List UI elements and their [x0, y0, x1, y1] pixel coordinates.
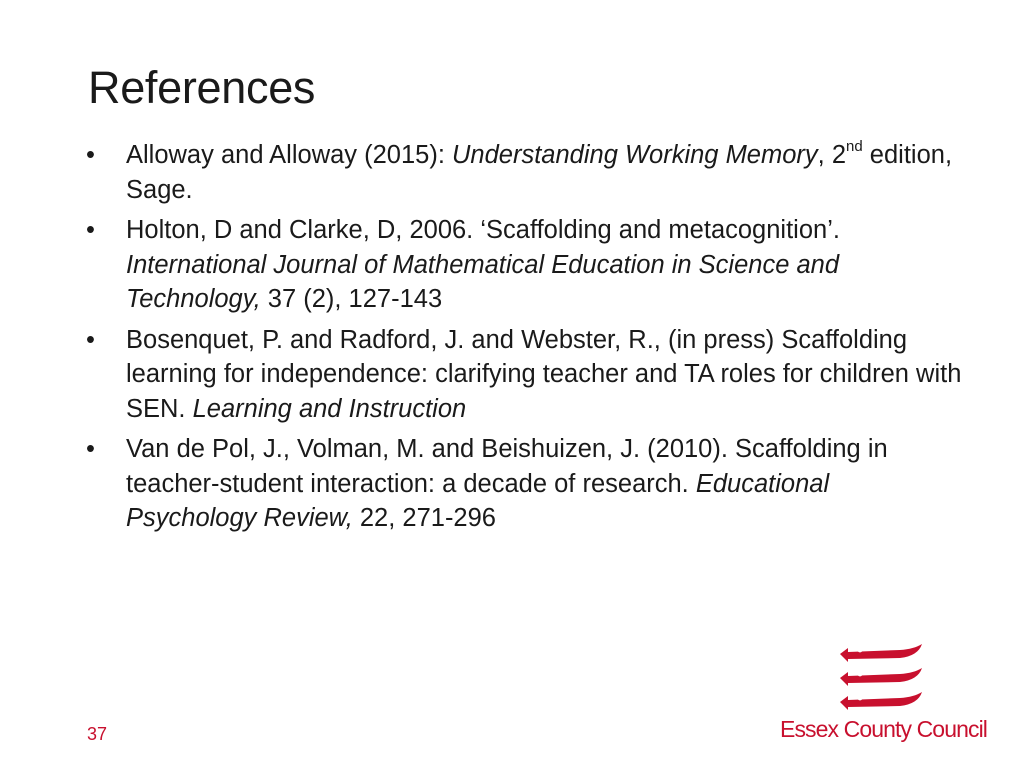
reference-text: 37 (2), 127-143 — [260, 285, 443, 313]
reference-text: 22, 271-296 — [352, 504, 496, 532]
reference-superscript: nd — [846, 137, 863, 155]
reference-item — [86, 138, 966, 207]
reference-authors: Bosenquet, P. and Radford, J. and Webster, R., (in press) Scaffolding learning for independence: clarifying teacher and TA roles for children with SEN. — [126, 325, 962, 423]
page-number: 37 — [87, 724, 108, 744]
bullet-icon: • — [86, 141, 95, 169]
logo-text: Essex County Council — [780, 716, 987, 742]
seaxes-emblem-icon — [838, 640, 924, 710]
bullet-icon: • — [86, 325, 95, 354]
essex-county-council-logo — [780, 640, 985, 750]
reference-list — [86, 138, 966, 542]
reference-authors: Holton, D and Clarke, D, 2006. ‘Scaffolding and metacognition’. — [126, 216, 840, 244]
reference-authors: Van de Pol, J., Volman, M. and Beishuizen, J. (2010). Scaffolding in teacher-student interaction: a decade of research. — [126, 435, 888, 498]
reference-authors: Alloway and Alloway (2015): — [126, 141, 453, 169]
reference-item — [86, 432, 966, 536]
reference-item — [86, 213, 966, 317]
reference-title: Understanding Working Memory — [452, 141, 818, 169]
reference-text: , 2 — [817, 141, 847, 169]
reference-item — [86, 323, 966, 427]
bullet-icon: • — [86, 216, 95, 244]
slide-title: References — [88, 62, 316, 113]
bullet-icon: • — [86, 435, 95, 463]
reference-journal: International Journal of Mathematical Education in Science and Technology, — [126, 250, 840, 313]
reference-journal: Educational Psychology Review, — [126, 469, 830, 532]
reference-text: edition, Sage. — [126, 141, 953, 204]
reference-journal: Learning and Instruction — [192, 394, 467, 423]
